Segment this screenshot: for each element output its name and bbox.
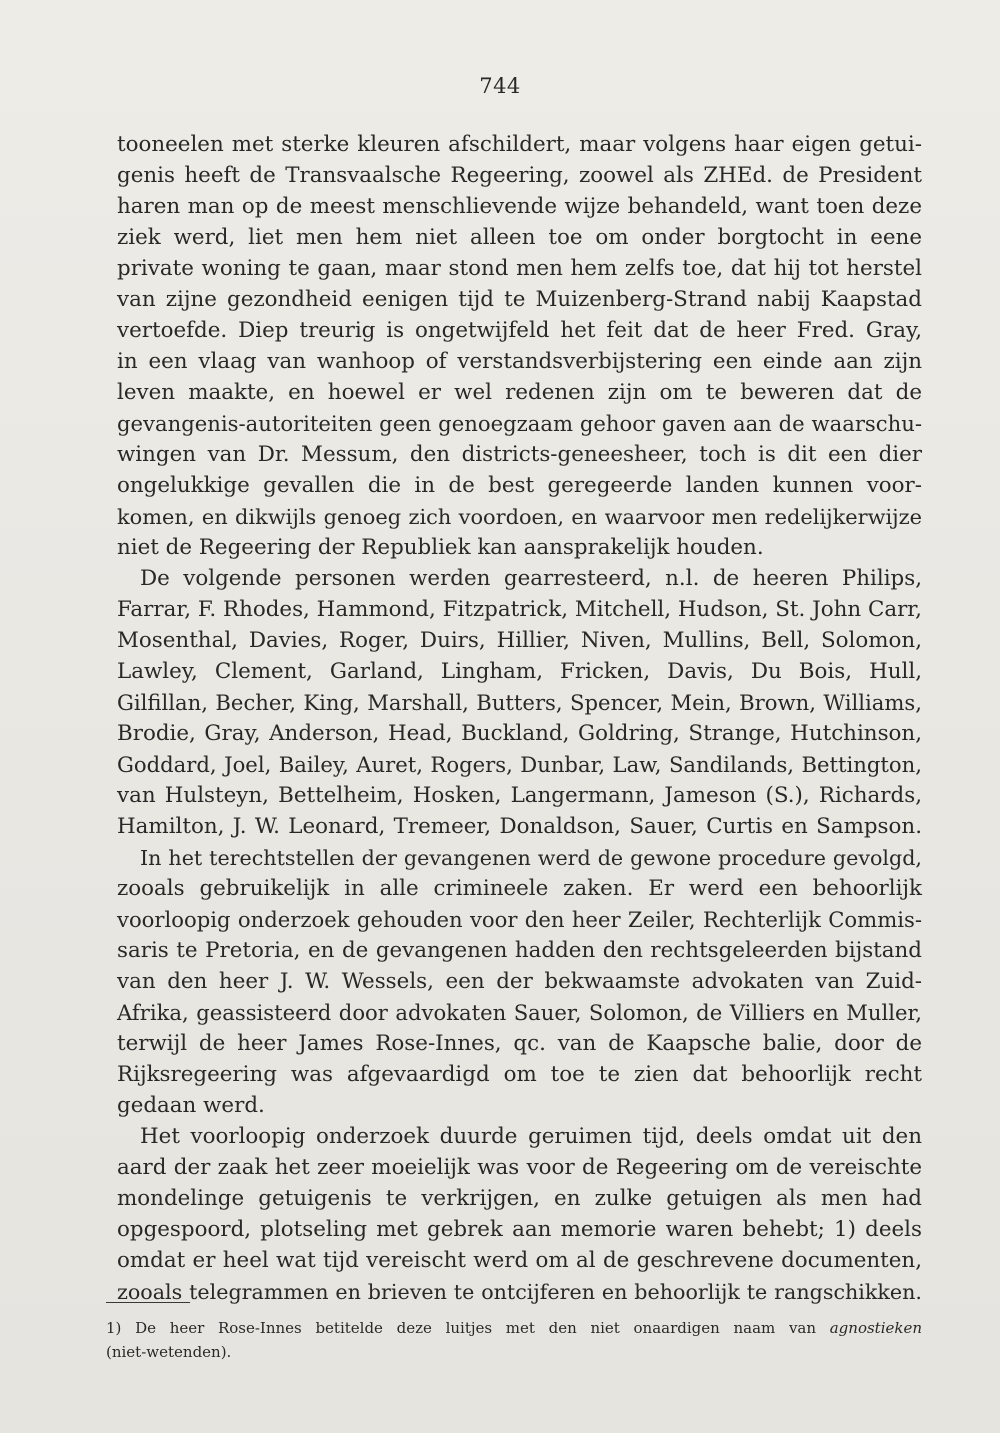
text-line: In het terechtstellen der gevangenen werd de gewone procedure gevolgd,	[140, 846, 922, 870]
footnote-line: (niet-wetenden).	[106, 1343, 232, 1361]
text-line: zooals gebruikelijk in alle crimineele zaken. Er werd een behoorlijk	[117, 876, 922, 901]
footnote-text: 1) De heer Rose-Innes betitelde deze luitjes met den niet onaardigen naam van	[106, 1319, 830, 1337]
text-line: vertoefde. Diep treurig is ongetwijfeld het feit dat de heer Fred. Gray,	[117, 318, 922, 343]
text-line: gedaan werd.	[117, 1093, 265, 1118]
footnote-italic-term: agnostieken	[829, 1319, 922, 1337]
footnote-line	[106, 1316, 922, 1340]
text-line: private woning te gaan, maar stond men hem zelfs toe, dat hij tot herstel	[117, 256, 922, 281]
text-line: ongelukkige gevallen die in de best geregeerde landen kunnen voor-	[117, 473, 922, 498]
text-line: mondelinge getuigenis te verkrijgen, en zulke getuigen als men had	[117, 1186, 922, 1211]
text-line: aard der zaak het zeer moeielijk was voor de Regeering om de vereischte	[117, 1155, 922, 1180]
text-line: zooals telegrammen en brieven te ontcijferen en behoorlijk te rangschikken.	[117, 1280, 922, 1304]
text-line: Goddard, Joel, Bailey, Auret, Rogers, Dunbar, Law, Sandilands, Bettington,	[117, 752, 922, 777]
text-line: Lawley, Clement, Garland, Lingham, Fricken, Davis, Du Bois, Hull,	[117, 659, 922, 684]
text-line: tooneelen met sterke kleuren afschildert, maar volgens haar eigen getui-	[117, 132, 922, 157]
text-line: gevangenis-autoriteiten geen genoegzaam gehoor gaven aan de waarschu-	[117, 411, 922, 436]
text-line: in een vlaag van wanhoop of verstandsverbijstering een einde aan zijn	[117, 349, 922, 374]
text-line: leven maakte, en hoewel er wel redenen zijn om te beweren dat de	[117, 380, 922, 405]
text-line: Hamilton, J. W. Leonard, Tremeer, Donaldson, Sauer, Curtis en Sampson.	[117, 814, 922, 839]
text-line: Farrar, F. Rhodes, Hammond, Fitzpatrick, Mitchell, Hudson, St. John Carr,	[117, 597, 922, 622]
text-line: wingen van Dr. Messum, den districts-geneesheer, toch is dit een dier	[117, 442, 922, 467]
text-line: van Hulsteyn, Bettelheim, Hosken, Langermann, Jameson (S.), Richards,	[117, 783, 922, 808]
text-line: Afrika, geassisteerd door advokaten Sauer, Solomon, de Villiers en Muller,	[117, 1000, 922, 1025]
text-line: haren man op de meest menschlievende wijze behandeld, want toen deze	[117, 194, 922, 219]
text-line: genis heeft de Transvaalsche Regeering, zoowel als ZHEd. de President	[117, 163, 922, 188]
text-line: Het voorloopig onderzoek duurde geruimen tijd, deels omdat uit den	[140, 1124, 922, 1149]
text-line: voorloopig onderzoek gehouden voor den heer Zeiler, Rechterlijk Commis-	[117, 907, 922, 932]
text-line: saris te Pretoria, en de gevangenen hadden den rechtsgeleerden bijstand	[117, 938, 922, 963]
text-line: komen, en dikwijls genoeg zich voordoen, en waarvoor men redelijkerwijze	[117, 505, 922, 529]
footnote-divider	[106, 1302, 190, 1303]
text-line: terwijl de heer James Rose-Innes, qc. van de Kaapsche balie, door de	[117, 1031, 922, 1056]
text-line: ziek werd, liet men hem niet alleen toe om onder borgtocht in eene	[117, 225, 922, 250]
text-line: Rijksregeering was afgevaardigd om toe te zien dat behoorlijk recht	[117, 1062, 922, 1087]
text-line: van zijne gezondheid eenigen tijd te Muizenberg-Strand nabij Kaapstad	[117, 287, 922, 312]
page-number: 744	[479, 74, 521, 98]
text-line: omdat er heel wat tijd vereischt werd om al de geschrevene documenten,	[117, 1248, 922, 1273]
text-line: opgespoord, plotseling met gebrek aan memorie waren behebt; 1) deels	[117, 1217, 922, 1242]
text-line: Gilfillan, Becher, King, Marshall, Butters, Spencer, Mein, Brown, Williams,	[117, 690, 922, 715]
text-line: Mosenthal, Davies, Roger, Duirs, Hillier, Niven, Mullins, Bell, Solomon,	[117, 628, 922, 653]
text-line: van den heer J. W. Wessels, een der bekwaamste advokaten van Zuid-	[117, 969, 922, 994]
text-line: De volgende personen werden gearresteerd, n.l. de heeren Philips,	[140, 566, 922, 591]
text-line: Brodie, Gray, Anderson, Head, Buckland, Goldring, Strange, Hutchinson,	[117, 721, 922, 746]
text-line: niet de Regeering der Republiek kan aansprakelijk houden.	[117, 535, 764, 560]
